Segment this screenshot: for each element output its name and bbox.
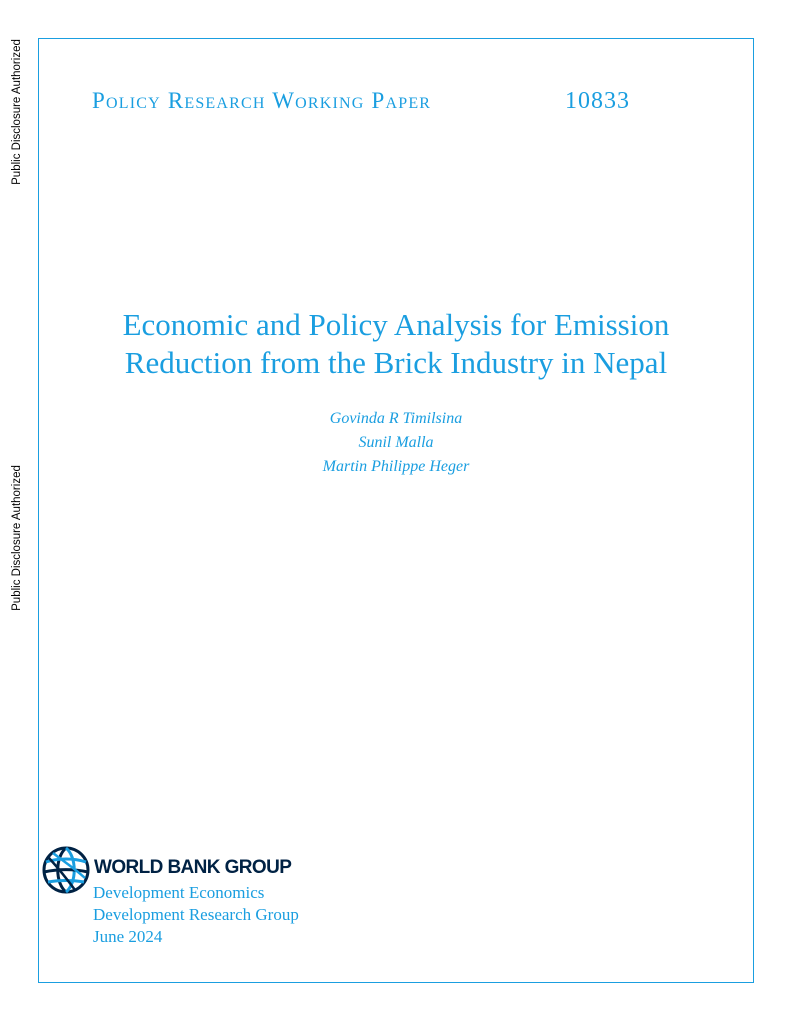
paper-number: 10833 <box>565 88 630 114</box>
public-disclosure-label-middle: Public Disclosure Authorized <box>11 465 23 611</box>
research-group-name: Development Research Group <box>93 905 299 924</box>
series-title: Policy Research Working Paper <box>92 88 432 113</box>
author-name: Sunil Malla <box>358 434 434 451</box>
paper-title-line-2: Reduction from the Brick Industry in Nepal <box>124 345 668 380</box>
publication-date: June 2024 <box>93 927 163 946</box>
paper-title-line-1: Economic and Policy Analysis for Emission <box>122 307 670 342</box>
public-disclosure-label-top: Public Disclosure Authorized <box>11 39 23 185</box>
cover-frame <box>38 38 754 983</box>
world-bank-globe-icon <box>41 845 91 895</box>
author-name: Martin Philippe Heger <box>322 458 470 475</box>
world-bank-group-wordmark: WORLD BANK GROUP <box>94 857 292 878</box>
department-name: Development Economics <box>93 883 265 902</box>
author-name: Govinda R Timilsina <box>329 410 463 427</box>
